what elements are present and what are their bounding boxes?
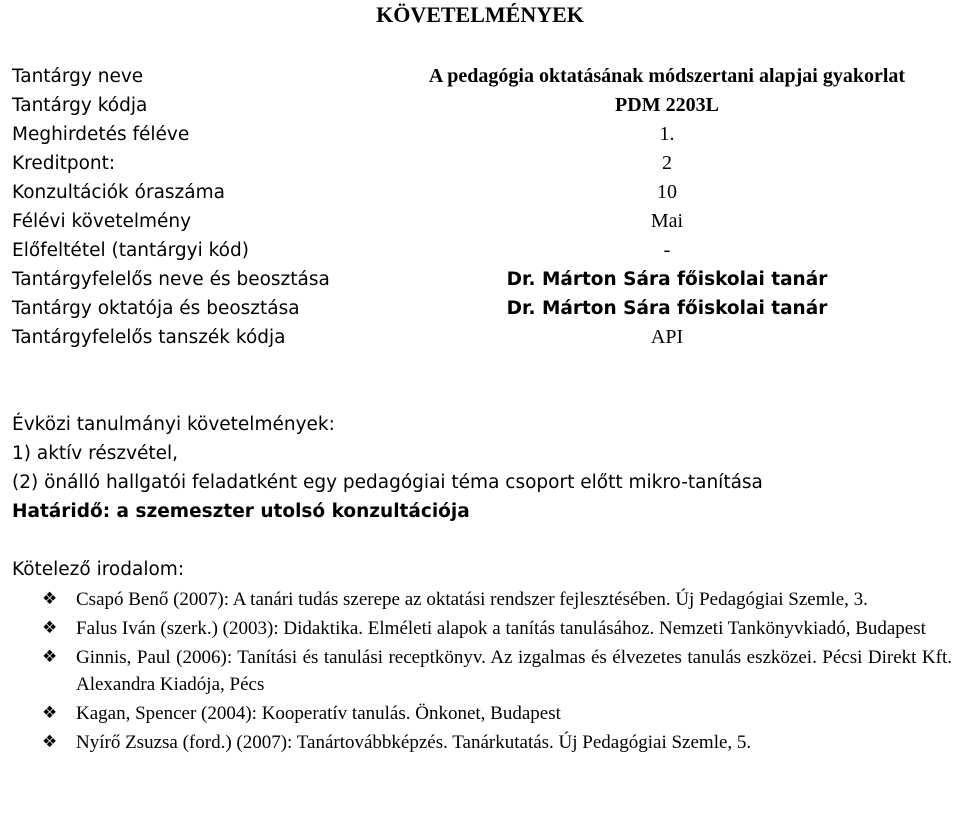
table-row [12,149,952,178]
subject-code-value: PDM 2203L [615,94,719,116]
diamond-bullet-icon: ❖ [42,732,58,752]
deadline-text: Határidő: a szemeszter utolsó konzultációja [12,501,470,522]
subject-name-value: A pedagógia oktatásának módszertani alapjai gyakorlat [428,65,906,87]
literature-section [12,555,952,756]
page-title: KÖVETELMÉNYEK [376,2,584,27]
table-row [12,207,952,236]
prerequisite-label: Előfeltétel (tantárgyi kód) [12,240,249,261]
credit-label: Kreditpont: [12,153,116,174]
table-row [12,265,952,294]
table-row [12,120,952,149]
semester-value: 1. [659,123,675,145]
table-row [12,178,952,207]
literature-list [12,586,952,756]
literature-entry: Kagan, Spencer (2004): Kooperatív tanulás. Önkonet, Budapest [76,703,561,724]
list-item [12,615,952,642]
table-row [12,91,952,120]
table-row [12,60,952,91]
requirement-item: (2) önálló hallgatói feladatként egy pedagógiai téma csoport előtt mikro-tanítása [12,472,763,493]
responsible-label: Tantárgyfelelős neve és beosztása [12,269,330,290]
instructor-value: Dr. Márton Sára főiskolai tanár [506,298,828,319]
diamond-bullet-icon: ❖ [42,647,58,667]
literature-heading: Kötelező irodalom: [12,559,185,580]
subject-name-label: Tantárgy neve [12,66,144,87]
diamond-bullet-icon: ❖ [42,589,58,609]
literature-entry: Ginnis, Paul (2006): Tanítási és tanulási receptkönyv. Az izgalmas és élvezetes tanulás eszközei. Pécsi Direkt Kft. Alexandra Kiadója, Pécs [76,647,952,695]
term-requirement-label: Félévi követelmény [12,211,192,232]
requirement-item: 1) aktív részvétel, [12,443,179,464]
list-item [12,700,952,727]
consultation-hours-label: Konzultációk óraszáma [12,182,225,203]
diamond-bullet-icon: ❖ [42,618,58,638]
requirements-heading: Évközi tanulmányi követelmények: [12,414,335,435]
literature-entry: Csapó Benő (2007): A tanári tudás szerepe az oktatási rendszer fejlesztésében. Új Pedagógiai Szemle, 3. [76,589,868,610]
literature-entry: Falus Iván (szerk.) (2003): Didaktika. Elméleti alapok a tanítás tanulásához. Nemzeti Tankönyvkiadó, Budapest [76,618,926,639]
prerequisite-value: - [663,239,671,261]
list-item [12,586,952,613]
subject-info-table [12,60,952,352]
responsible-value: Dr. Márton Sára főiskolai tanár [506,269,828,290]
department-code-value: API [650,326,684,348]
list-item [12,729,952,756]
diamond-bullet-icon: ❖ [42,703,58,723]
instructor-label: Tantárgy oktatója és beosztása [12,298,300,319]
table-row [12,294,952,323]
credit-value: 2 [662,152,672,174]
semester-label: Meghirdetés féléve [12,124,190,145]
requirements-section [12,410,952,526]
consultation-hours-value: 10 [657,181,677,203]
table-row [12,236,952,265]
subject-code-label: Tantárgy kódja [12,95,148,116]
term-requirement-value: Mai [650,210,684,232]
department-code-label: Tantárgyfelelős tanszék kódja [12,327,286,348]
literature-entry: Nyírő Zsuzsa (ford.) (2007): Tanártovábbképzés. Tanárkutatás. Új Pedagógiai Szemle, 5. [76,732,752,753]
table-row [12,323,952,352]
list-item [12,644,952,698]
